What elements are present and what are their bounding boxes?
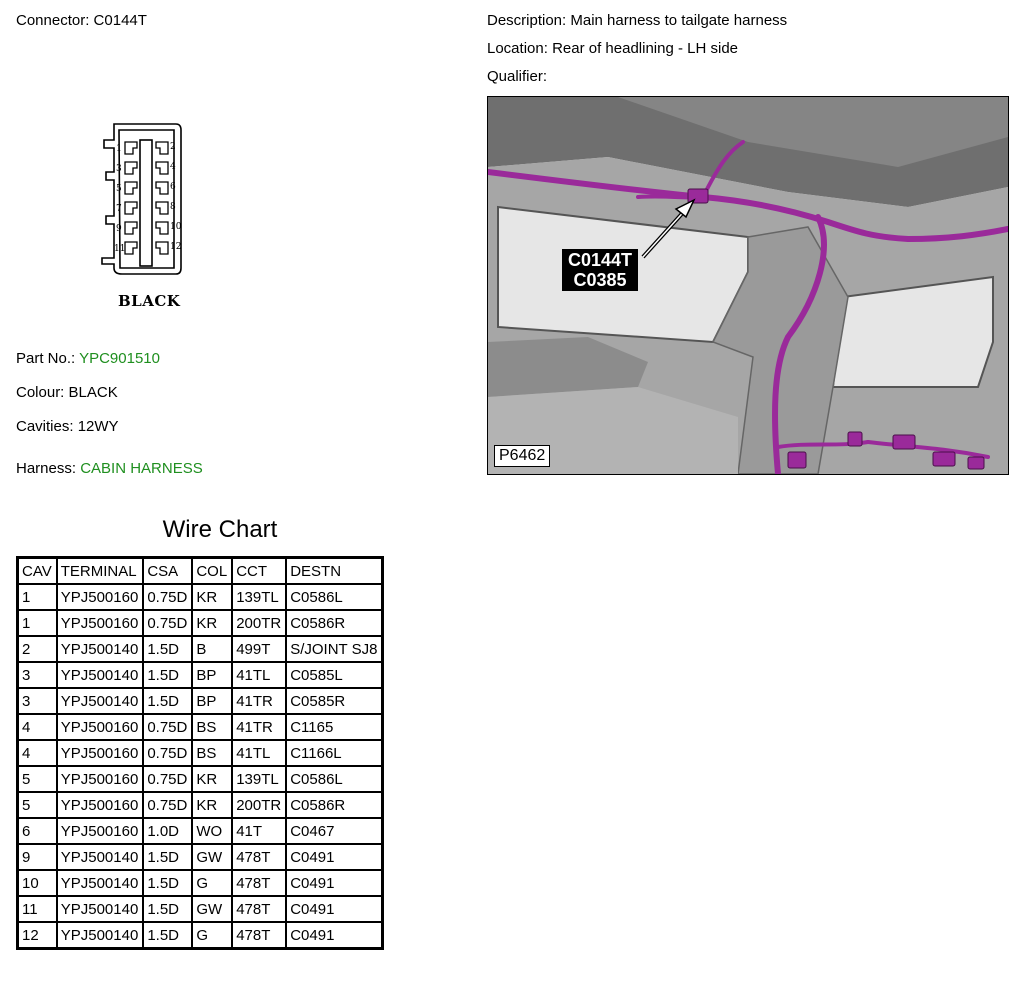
cell-cav: 6 <box>18 818 57 844</box>
cell-cct: 41TR <box>232 714 286 740</box>
cell-cav: 3 <box>18 688 57 714</box>
header-cct: CCT <box>232 558 286 585</box>
table-row <box>18 844 383 870</box>
location-photo <box>487 96 1009 475</box>
connector-colour-caption: BLACK <box>118 292 181 310</box>
header-csa: CSA <box>143 558 192 585</box>
header-terminal: TERMINAL <box>57 558 144 585</box>
cell-col: G <box>192 870 232 896</box>
table-row <box>18 792 383 818</box>
pin-number-label: 5 <box>116 184 122 194</box>
cell-destn: C0585L <box>286 662 383 688</box>
cell-cct: 139TL <box>232 584 286 610</box>
cell-col: KR <box>192 792 232 818</box>
table-row <box>18 870 383 896</box>
cell-destn: C0586L <box>286 766 383 792</box>
pin-number-label: 10 <box>170 222 182 232</box>
cell-terminal: YPJ500160 <box>57 610 144 636</box>
table-row <box>18 610 383 636</box>
cell-cct: 41T <box>232 818 286 844</box>
cell-cct: 200TR <box>232 792 286 818</box>
location-value: Rear of headlining - LH side <box>552 40 739 57</box>
cell-destn: C0491 <box>286 844 383 870</box>
pin-number-label: 3 <box>116 164 122 174</box>
cell-destn: C0586R <box>286 792 383 818</box>
pin-number-label: 8 <box>170 202 176 212</box>
header-col: COL <box>192 558 232 585</box>
cell-cav: 11 <box>18 896 57 922</box>
cell-cav: 5 <box>18 792 57 818</box>
cell-csa: 0.75D <box>143 792 192 818</box>
cell-cct: 478T <box>232 870 286 896</box>
cell-destn: C0491 <box>286 870 383 896</box>
cell-col: G <box>192 922 232 949</box>
harness-line <box>16 460 203 477</box>
wire-chart-title: Wire Chart <box>162 516 278 543</box>
cell-col: BS <box>192 714 232 740</box>
photo-callout-label <box>562 249 638 291</box>
cell-csa: 0.75D <box>143 740 192 766</box>
cell-col: B <box>192 636 232 662</box>
wire-chart-table <box>16 556 384 950</box>
cell-col: BP <box>192 662 232 688</box>
location-line <box>487 40 738 57</box>
cell-cct: 478T <box>232 922 286 949</box>
harness-label: Harness: <box>16 460 77 477</box>
photo-callout-line-2: C0385 <box>573 270 627 290</box>
pin-number-label: 9 <box>116 224 122 234</box>
cell-cct: 41TR <box>232 688 286 714</box>
connector-face-drawing <box>92 118 202 318</box>
cell-cav: 2 <box>18 636 57 662</box>
colour-value: BLACK <box>68 384 118 401</box>
harness-link[interactable]: CABIN HARNESS <box>80 460 203 477</box>
cell-csa: 0.75D <box>143 584 192 610</box>
cell-cav: 4 <box>18 740 57 766</box>
table-row <box>18 922 383 949</box>
table-row <box>18 714 383 740</box>
cell-cct: 200TR <box>232 610 286 636</box>
cell-col: GW <box>192 844 232 870</box>
cavities-line <box>16 418 119 435</box>
cell-col: GW <box>192 896 232 922</box>
cell-terminal: YPJ500160 <box>57 792 144 818</box>
cavities-value: 12WY <box>77 418 119 435</box>
cell-terminal: YPJ500140 <box>57 844 144 870</box>
cell-csa: 1.5D <box>143 870 192 896</box>
cell-terminal: YPJ500140 <box>57 922 144 949</box>
cell-csa: 0.75D <box>143 714 192 740</box>
pin-number-label: 7 <box>116 204 122 214</box>
cell-destn: C1165 <box>286 714 383 740</box>
cell-cav: 10 <box>18 870 57 896</box>
cell-terminal: YPJ500160 <box>57 818 144 844</box>
cell-cct: 41TL <box>232 740 286 766</box>
cell-cav: 9 <box>18 844 57 870</box>
cell-csa: 1.0D <box>143 818 192 844</box>
cell-csa: 1.5D <box>143 922 192 949</box>
cell-csa: 0.75D <box>143 766 192 792</box>
cell-destn: C0491 <box>286 922 383 949</box>
colour-label: Colour: <box>16 384 65 401</box>
pin-number-label: 11 <box>114 244 126 254</box>
cell-terminal: YPJ500140 <box>57 896 144 922</box>
pin-number-label: 6 <box>170 182 176 192</box>
pin-number-label: 1 <box>116 144 122 154</box>
cell-csa: 1.5D <box>143 896 192 922</box>
cell-col: BP <box>192 688 232 714</box>
cell-cav: 1 <box>18 610 57 636</box>
cell-terminal: YPJ500160 <box>57 714 144 740</box>
description-label: Description: <box>487 12 567 29</box>
table-row <box>18 818 383 844</box>
table-row <box>18 740 383 766</box>
cell-destn: C0586L <box>286 584 383 610</box>
pin-number-label: 12 <box>170 242 182 252</box>
cell-csa: 1.5D <box>143 688 192 714</box>
cell-col: BS <box>192 740 232 766</box>
location-label: Location: <box>487 40 548 57</box>
connector-value: C0144T <box>93 12 147 29</box>
cell-cav: 5 <box>18 766 57 792</box>
description-line <box>487 12 787 29</box>
cell-cct: 499T <box>232 636 286 662</box>
cell-cav: 12 <box>18 922 57 949</box>
cell-csa: 0.75D <box>143 610 192 636</box>
table-row <box>18 896 383 922</box>
cell-terminal: YPJ500140 <box>57 662 144 688</box>
cavities-label: Cavities: <box>16 418 74 435</box>
photo-reference: P6462 <box>494 445 550 467</box>
part-no-line <box>16 350 160 367</box>
cell-destn: C0585R <box>286 688 383 714</box>
colour-line <box>16 384 118 401</box>
header-destn: DESTN <box>286 558 383 585</box>
table-row <box>18 766 383 792</box>
cell-cct: 139TL <box>232 766 286 792</box>
cell-csa: 1.5D <box>143 844 192 870</box>
cell-destn: C0491 <box>286 896 383 922</box>
table-row <box>18 636 383 662</box>
pin-number-label: 2 <box>170 142 176 152</box>
header-cav: CAV <box>18 558 57 585</box>
connector-line <box>16 12 147 29</box>
cell-col: KR <box>192 766 232 792</box>
cell-cct: 478T <box>232 896 286 922</box>
cell-destn: C0467 <box>286 818 383 844</box>
cell-col: KR <box>192 610 232 636</box>
qualifier-label: Qualifier: <box>487 68 548 85</box>
part-no-link[interactable]: YPC901510 <box>79 350 160 367</box>
cell-cav: 4 <box>18 714 57 740</box>
cell-cav: 1 <box>18 584 57 610</box>
part-no-label: Part No.: <box>16 350 76 367</box>
cell-col: KR <box>192 584 232 610</box>
photo-callout-line-1: C0144T <box>568 250 633 270</box>
wire-chart-header-row <box>18 558 383 585</box>
cell-terminal: YPJ500140 <box>57 870 144 896</box>
cell-csa: 1.5D <box>143 636 192 662</box>
description-value: Main harness to tailgate harness <box>570 12 788 29</box>
pin-number-label: 4 <box>170 162 176 172</box>
cell-terminal: YPJ500160 <box>57 766 144 792</box>
cell-destn: S/JOINT SJ8 <box>286 636 383 662</box>
cell-destn: C1166L <box>286 740 383 766</box>
cell-csa: 1.5D <box>143 662 192 688</box>
cell-cav: 3 <box>18 662 57 688</box>
cell-terminal: YPJ500140 <box>57 688 144 714</box>
cell-cct: 478T <box>232 844 286 870</box>
cell-destn: C0586R <box>286 610 383 636</box>
table-row <box>18 584 383 610</box>
connector-label: Connector: <box>16 12 90 29</box>
cell-cct: 41TL <box>232 662 286 688</box>
cell-terminal: YPJ500160 <box>57 584 144 610</box>
table-row <box>18 688 383 714</box>
qualifier-line <box>487 68 547 85</box>
cell-col: WO <box>192 818 232 844</box>
cell-terminal: YPJ500160 <box>57 740 144 766</box>
cell-terminal: YPJ500140 <box>57 636 144 662</box>
table-row <box>18 662 383 688</box>
